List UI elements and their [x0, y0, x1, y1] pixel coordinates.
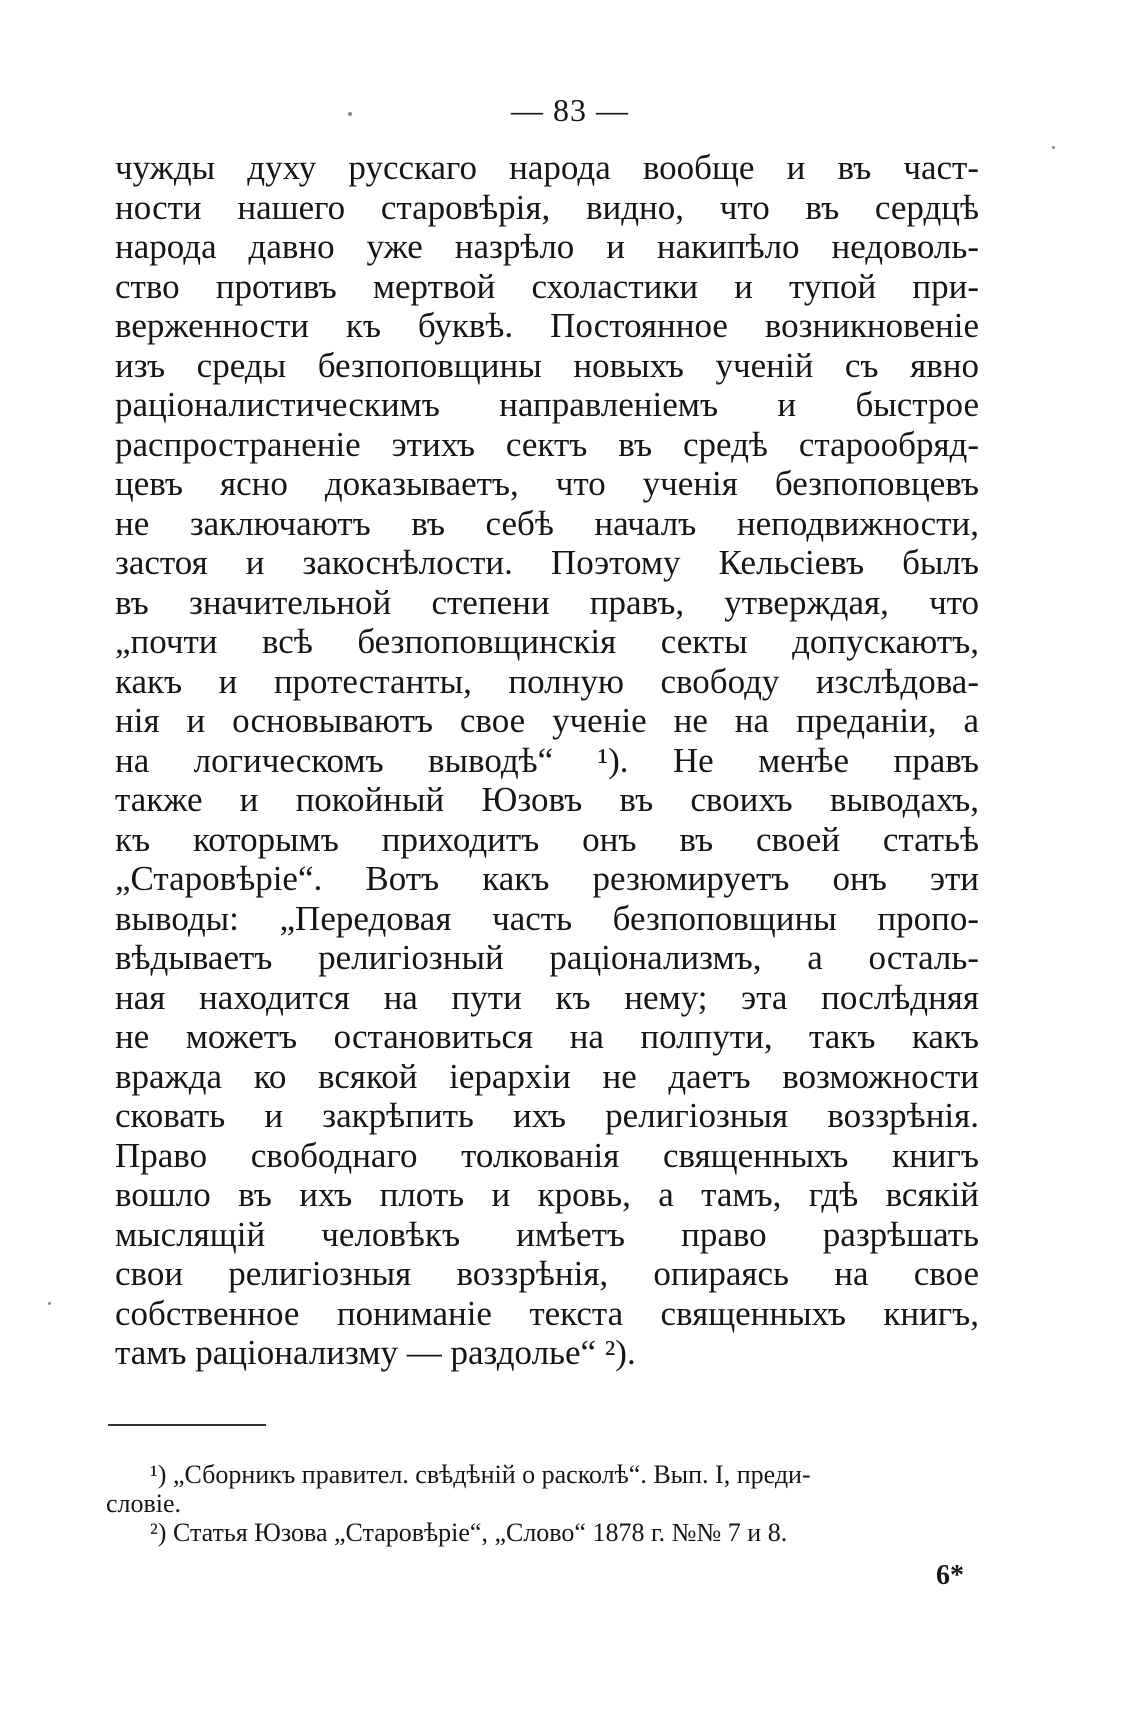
text-line: не заключаютъ въ себѣ началъ неподвижности,: [115, 503, 979, 543]
footnote-2: ²) Статья Юзова „Старовѣріе“, „Слово“ 1878 г. №№ 7 и 8.: [150, 1518, 788, 1547]
text-line: ство противъ мертвой схоластики и тупой при-: [115, 266, 979, 306]
text-line: какъ и протестанты, полную свободу изслѣдова-: [115, 661, 979, 701]
footnotes: [106, 1460, 970, 1547]
text-line: „Старовѣріе“. Вотъ какъ резюмируетъ онъ эти: [115, 859, 979, 898]
text-line: Право свободнаго толкованія священныхъ книгъ: [115, 1135, 979, 1175]
text-line: верженности къ буквѣ. Постоянное возникновеніе: [115, 306, 979, 345]
text-line: застоя и закоснѣлости. Поэтому Кельсіевъ былъ: [115, 543, 979, 582]
text-line: выводы: „Передовая часть безпоповщины пропо-: [115, 898, 979, 938]
text-line: мыслящій человѣкъ имѣетъ право разрѣшать: [115, 1214, 979, 1254]
text-line: народа давно уже назрѣло и накипѣло недоволь-: [115, 227, 979, 266]
text-line: въ значительной степени правъ, утверждая, что: [115, 582, 979, 622]
text-line: тамъ раціонализму — раздолье“ ²).: [115, 1333, 636, 1372]
printer-signature-mark: 6*: [936, 1560, 964, 1591]
text-line: ная находится на пути къ нему; эта послѣдняя: [115, 977, 979, 1017]
text-line: на логическомъ выводѣ“ ¹). Не менѣе правъ: [115, 740, 979, 780]
page-number: — 83 —: [511, 92, 629, 128]
text-line: нія и основываютъ свое ученіе не на преданіи, а: [115, 701, 979, 740]
text-line: къ которымъ приходитъ онъ въ своей статьѣ: [115, 819, 979, 859]
text-line: свои религіозныя воззрѣнія, опираясь на свое: [115, 1254, 979, 1293]
text-line: сковать и закрѣпить ихъ религіозныя воззрѣнія.: [115, 1096, 979, 1135]
footnote-1-continuation: словіе.: [106, 1489, 182, 1518]
footnote-1: ¹) „Сборникъ правител. свѣдѣній о расколѣ“. Вып. I, преди-: [150, 1460, 811, 1489]
print-speck: [48, 1302, 51, 1305]
text-line: чужды духу русскаго народа вообще и въ част-: [115, 148, 979, 187]
text-line: вошло въ ихъ плоть и кровь, а тамъ, гдѣ всякій: [115, 1175, 979, 1214]
footnote-divider: [108, 1424, 266, 1426]
text-line: ности нашего старовѣрія, видно, что въ сердцѣ: [115, 187, 979, 227]
text-line: собственное пониманіе текста священныхъ книгъ,: [115, 1293, 979, 1333]
print-speck: [1052, 146, 1055, 149]
text-line: не можетъ остановиться на полпути, такъ какъ: [115, 1017, 979, 1056]
text-line: цевъ ясно доказываетъ, что ученія безпоповцевъ: [115, 464, 979, 503]
text-line: вражда ко всякой іерархіи не даетъ возможности: [115, 1056, 979, 1096]
text-line: раціоналистическимъ направленіемъ и быстрое: [115, 385, 979, 424]
body-text: [115, 148, 979, 1373]
text-line: также и покойный Юзовъ въ своихъ выводахъ,: [115, 780, 979, 819]
text-line: вѣдываетъ религіозный раціонализмъ, а осталь-: [115, 938, 979, 977]
print-speck: [348, 112, 352, 116]
text-line: изъ среды безпоповщины новыхъ ученій съ явно: [115, 345, 979, 385]
text-line: распространеніе этихъ сектъ въ средѣ старообряд-: [115, 424, 979, 464]
text-line: „почти всѣ безпоповщинскія секты допускаютъ,: [115, 622, 979, 661]
